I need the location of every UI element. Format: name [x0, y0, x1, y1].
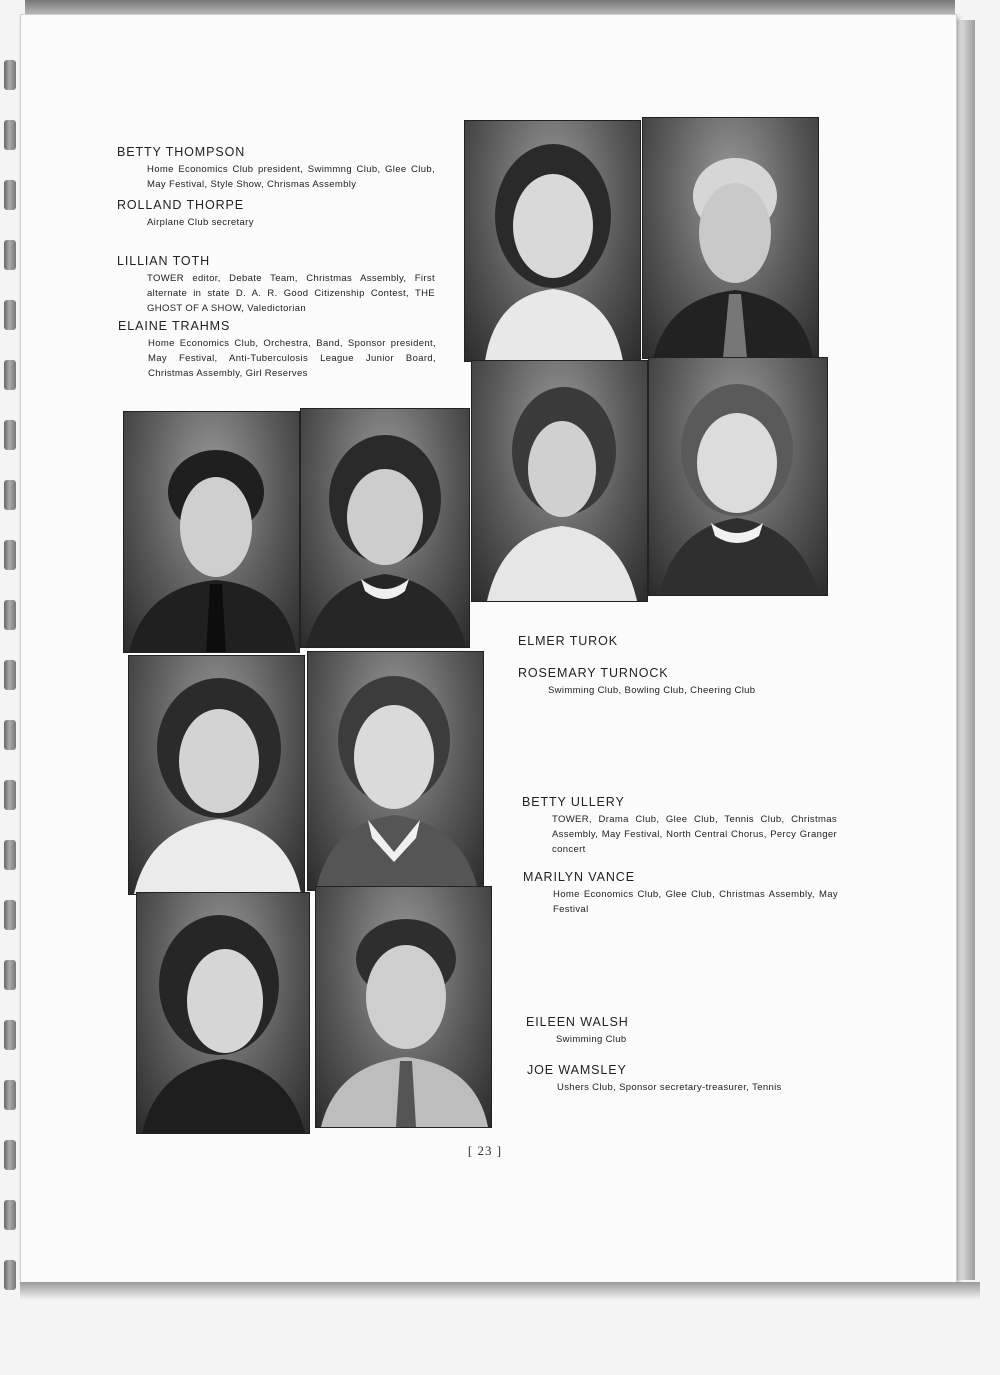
portrait-photo — [642, 117, 819, 359]
portrait-photo — [136, 892, 310, 1134]
portrait-photo — [307, 651, 484, 891]
student-activities: Swimming Club — [556, 1034, 627, 1045]
entry-betty-thompson — [117, 145, 435, 192]
student-name: ELAINE TRAHMS — [118, 319, 231, 333]
student-name: LILLIAN TOTH — [117, 254, 211, 268]
student-activities: Home Economics Club, Glee Club, Christmas Assembly, May Festival — [553, 889, 838, 915]
student-name: BETTY ULLERY — [522, 795, 625, 809]
student-activities: Home Economics Club, Orchestra, Band, Sponsor president, May Festival, Anti-Tuberculosis League Junior Board, Christmas Assembly, Girl Reserves — [148, 338, 436, 379]
entry-marilyn-vance — [523, 870, 838, 917]
student-name: BETTY THOMPSON — [117, 145, 246, 159]
student-name: EILEEN WALSH — [526, 1015, 629, 1029]
portrait-photo — [300, 408, 470, 648]
entry-joe-wamsley — [527, 1063, 827, 1095]
entry-rosemary-turnock — [518, 666, 818, 698]
entry-lillian-toth — [117, 254, 435, 316]
student-name: ROLLAND THORPE — [117, 198, 244, 212]
entry-eileen-walsh — [526, 1015, 826, 1047]
portrait-photo — [648, 357, 828, 596]
entry-elaine-trahms — [118, 319, 436, 381]
portrait-photo — [471, 360, 648, 602]
student-activities: TOWER editor, Debate Team, Christmas Assembly, First alternate in state D. A. R. Good Citizenship Contest, THE GHOST OF A SHOW, Valedictorian — [147, 273, 435, 314]
student-activities: TOWER, Drama Club, Glee Club, Tennis Club, Christmas Assembly, May Festival, North Central Chorus, Percy Granger concert — [552, 814, 837, 855]
entry-rolland-thorpe — [117, 198, 435, 230]
student-activities: Home Economics Club president, Swimmng Club, Glee Club, May Festival, Style Show, Chrismas Assembly — [147, 164, 435, 190]
student-name: ELMER TUROK — [518, 634, 618, 648]
student-activities: Swimming Club, Bowling Club, Cheering Club — [548, 685, 756, 696]
entry-elmer-turok — [518, 634, 818, 651]
student-name: ROSEMARY TURNOCK — [518, 666, 669, 680]
bottom-shadow — [20, 1282, 980, 1300]
portrait-photo — [315, 886, 492, 1128]
entry-betty-ullery — [522, 795, 837, 857]
page-number: [ 23 ] — [467, 1143, 503, 1158]
portrait-photo — [128, 655, 305, 895]
portrait-photo — [123, 411, 300, 653]
student-name: MARILYN VANCE — [523, 870, 635, 884]
spiral-binding — [0, 60, 24, 1310]
student-name: JOE WAMSLEY — [527, 1063, 627, 1077]
student-activities: Ushers Club, Sponsor secretary-treasurer, Tennis — [557, 1082, 782, 1093]
student-activities: Airplane Club secretary — [147, 217, 254, 228]
portrait-photo — [464, 120, 641, 362]
